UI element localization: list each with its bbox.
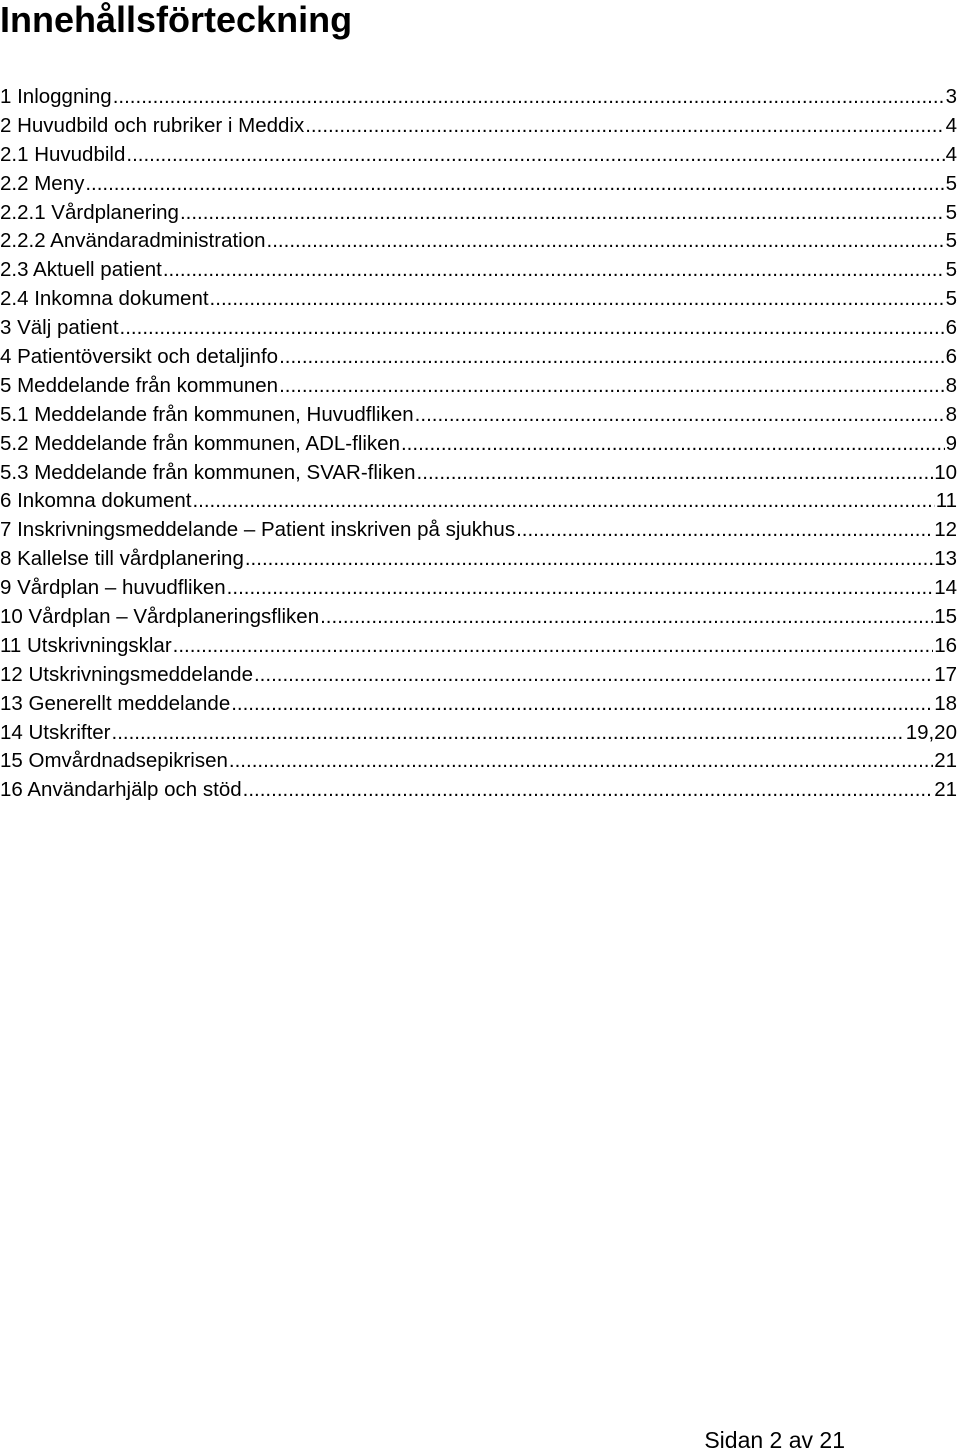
toc-page-number: 19,20 <box>905 720 957 744</box>
toc-entry-label: 6 Inkomna dokument <box>0 489 192 513</box>
toc-dot-leader <box>267 227 945 255</box>
toc-page-number: 3 <box>945 85 957 108</box>
toc-entry[interactable] <box>0 776 957 805</box>
toc-entry[interactable] <box>0 459 957 488</box>
toc-dot-leader <box>173 632 934 660</box>
toc-entry[interactable] <box>0 199 957 228</box>
toc-page-number: 21 <box>934 778 957 802</box>
toc-entry-label: 12 Utskrivningsmeddelande <box>0 662 253 686</box>
toc-dot-leader <box>112 719 905 747</box>
toc-entry[interactable] <box>0 285 957 314</box>
toc-entry-label: 11 Utskrivningsklar <box>0 633 172 657</box>
toc-page-number: 17 <box>934 662 957 686</box>
toc-dot-leader <box>245 545 933 573</box>
toc-entry-label: 5 Meddelande från kommunen <box>0 373 279 397</box>
toc-page-number: 5 <box>945 229 957 253</box>
toc-entry[interactable] <box>0 545 957 574</box>
toc-page-number: 6 <box>945 345 957 369</box>
toc-entry[interactable] <box>0 719 957 748</box>
toc-dot-leader <box>85 170 944 198</box>
toc-entry-label: 13 Generellt meddelande <box>0 691 231 715</box>
toc-entry-label: 2.2 Meny <box>0 171 85 195</box>
toc-page-number: 10 <box>934 460 957 484</box>
toc-entry-label: 3 Välj patient <box>0 316 119 340</box>
toc-dot-leader <box>254 661 933 689</box>
toc-dot-leader <box>229 747 933 775</box>
toc-entry[interactable] <box>0 112 957 141</box>
toc-entry-label: 2.4 Inkomna dokument <box>0 287 209 311</box>
toc-entry-label: 4 Patientöversikt och detaljinfo <box>0 345 279 369</box>
toc-dot-leader <box>231 690 933 718</box>
toc-dot-leader <box>243 776 934 804</box>
toc-page-number: 12 <box>934 518 957 542</box>
toc-page-number: 21 <box>934 749 957 773</box>
toc-entry-label: 9 Vårdplan – huvudfliken <box>0 576 226 600</box>
toc-dot-leader <box>126 141 944 169</box>
toc-page-number: 14 <box>934 576 957 600</box>
toc-dot-leader <box>417 459 934 487</box>
toc-entry-label: 2.2.1 Vårdplanering <box>0 200 179 224</box>
toc-page-number: 18 <box>934 691 957 715</box>
toc-entry-label: 5.3 Meddelande från kommunen, SVAR-fliken <box>0 460 416 484</box>
toc-page-number: 5 <box>945 287 957 311</box>
toc-dot-leader <box>120 314 945 342</box>
toc-page-number: 5 <box>945 171 957 195</box>
toc-entry-label: 2.1 Huvudbild <box>0 142 126 166</box>
toc-entry[interactable] <box>0 690 957 719</box>
toc-entry[interactable] <box>0 747 957 776</box>
table-of-contents <box>0 83 957 805</box>
toc-dot-leader <box>210 285 945 313</box>
toc-page-number: 4 <box>945 113 957 137</box>
toc-page-number: 16 <box>934 633 957 657</box>
toc-page-number: 15 <box>934 605 957 629</box>
toc-entry[interactable] <box>0 661 957 690</box>
toc-entry[interactable] <box>0 227 957 256</box>
toc-entry-label: 15 Omvårdnadsepikrisen <box>0 749 228 773</box>
page-footer: Sidan 2 av 21 <box>704 1427 845 1453</box>
toc-entry[interactable] <box>0 430 957 459</box>
toc-entry[interactable] <box>0 256 957 285</box>
toc-entry-label: 14 Utskrifter <box>0 720 111 744</box>
toc-page-number: 9 <box>945 431 957 455</box>
toc-dot-leader <box>163 256 945 284</box>
toc-page-number: 5 <box>945 258 957 282</box>
toc-entry[interactable] <box>0 141 957 170</box>
toc-page-number: 4 <box>945 142 957 166</box>
toc-page-number: 11 <box>935 489 957 513</box>
toc-dot-leader <box>305 112 944 140</box>
toc-entry-label: 16 Användarhjälp och stöd <box>0 778 242 802</box>
toc-entry-label: 2.3 Aktuell patient <box>0 258 162 282</box>
toc-page-number: 5 <box>945 200 957 224</box>
toc-dot-leader <box>227 574 934 602</box>
toc-page-number: 6 <box>945 316 957 340</box>
toc-dot-leader <box>279 372 945 400</box>
toc-entry[interactable] <box>0 83 957 112</box>
toc-entry-label: 2 Huvudbild och rubriker i Meddix <box>0 113 305 137</box>
toc-dot-leader <box>401 430 945 458</box>
toc-dot-leader <box>279 343 945 371</box>
toc-entry[interactable] <box>0 170 957 199</box>
toc-dot-leader <box>180 199 945 227</box>
toc-entry[interactable] <box>0 401 957 430</box>
toc-entry[interactable] <box>0 343 957 372</box>
toc-dot-leader <box>415 401 945 429</box>
toc-entry[interactable] <box>0 487 957 516</box>
toc-entry[interactable] <box>0 372 957 401</box>
toc-entry-label: 2.2.2 Användaradministration <box>0 229 266 253</box>
toc-dot-leader <box>516 516 933 544</box>
toc-entry-label: 5.1 Meddelande från kommunen, Huvudfliken <box>0 402 414 426</box>
toc-entry-label: 8 Kallelse till vårdplanering <box>0 547 244 571</box>
page-title: Innehållsförteckning <box>0 0 353 40</box>
toc-entry-label: 1 Inloggning <box>0 85 112 108</box>
toc-entry[interactable] <box>0 603 957 632</box>
toc-entry[interactable] <box>0 632 957 661</box>
toc-entry[interactable] <box>0 516 957 545</box>
toc-dot-leader <box>192 487 934 515</box>
toc-entry[interactable] <box>0 574 957 603</box>
toc-page-number: 8 <box>945 402 957 426</box>
toc-dot-leader <box>320 603 933 631</box>
toc-entry-label: 5.2 Meddelande från kommunen, ADL-fliken <box>0 431 400 455</box>
toc-page-number: 13 <box>934 547 957 571</box>
toc-entry[interactable] <box>0 314 957 343</box>
toc-dot-leader <box>113 83 945 111</box>
toc-entry-label: 7 Inskrivningsmeddelande – Patient inskriven på sjukhus <box>0 518 516 542</box>
toc-page-number: 8 <box>945 373 957 397</box>
toc-entry-label: 10 Vårdplan – Vårdplaneringsfliken <box>0 605 320 629</box>
